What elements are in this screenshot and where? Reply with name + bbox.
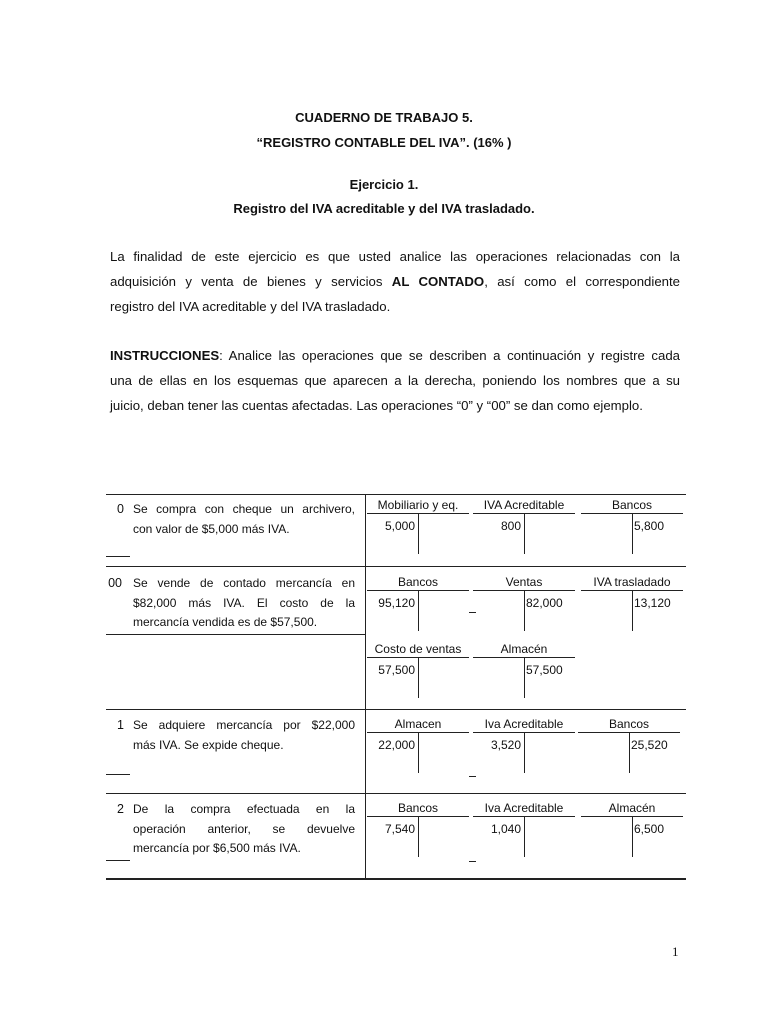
page-number: 1 — [672, 944, 679, 959]
account-name: Ventas — [505, 575, 543, 589]
table-column-divider — [365, 494, 366, 880]
answer-blank[interactable] — [469, 612, 476, 613]
account-name: Bancos — [397, 575, 439, 589]
row-rule — [106, 793, 686, 794]
t-account-stem — [632, 514, 633, 554]
account-name: Almacén — [500, 642, 548, 656]
t-account — [473, 641, 575, 677]
answer-blank[interactable] — [106, 774, 130, 775]
account-name: Mobiliario y eq. — [377, 498, 459, 512]
t-account — [581, 497, 683, 533]
debit-amount: 95,120 — [378, 596, 415, 610]
t-account — [367, 800, 469, 836]
debit-amount: 1,040 — [490, 822, 521, 836]
t-account-stem — [632, 817, 633, 857]
description-line: más IVA. Se expide cheque. — [133, 737, 284, 752]
t-account-stem — [418, 514, 419, 554]
instructions-line — [110, 343, 680, 368]
debit-amount: 800 — [500, 519, 521, 533]
t-account — [581, 800, 683, 836]
account-name: Bancos — [611, 498, 653, 512]
document-title: CUADERNO DE TRABAJO 5. — [295, 110, 473, 125]
description-line: De la compra efectuada en la — [133, 802, 355, 816]
row-rule — [106, 634, 366, 635]
description-line: mercancía vendida es de $57,500. — [133, 615, 318, 629]
debit-amount: 3,520 — [490, 738, 521, 752]
operation-description — [133, 574, 355, 633]
description-line: Se vende de contado mercancía en — [133, 576, 355, 590]
instructions-line: juicio, deban tener las cuentas afectadas. Las operaciones “0” y “00” se dan como ejemplo. — [110, 398, 643, 413]
t-account-stem — [524, 514, 525, 554]
t-account — [578, 716, 680, 752]
intro-bold-text: AL CONTADO — [391, 274, 485, 289]
answer-blank[interactable] — [106, 556, 130, 557]
account-name: IVA trasladado — [593, 575, 671, 589]
intro-text: adquisición y venta de bienes y servicios — [110, 274, 392, 289]
account-name: Almacen — [394, 717, 442, 731]
intro-line — [110, 269, 680, 294]
t-account — [367, 497, 469, 533]
operation-description — [133, 500, 355, 539]
operation-number: 1 — [117, 718, 124, 732]
description-line: $82,000 más IVA. El costo de la — [133, 595, 355, 610]
description-line: mercancía por $6,500 más IVA. — [133, 841, 301, 855]
intro-line: La finalidad de este ejercicio es que usted analice las operaciones relacionadas con la — [110, 249, 680, 264]
intro-line: registro del IVA acreditable y del IVA trasladado. — [110, 299, 391, 314]
description-line: con valor de $5,000 más IVA. — [133, 521, 290, 536]
t-account-stem — [418, 658, 419, 698]
account-name: IVA Acreditable — [483, 498, 565, 512]
description-line: operación anterior, se devuelve — [133, 821, 355, 836]
exercise-heading: Ejercicio 1. — [349, 177, 419, 192]
t-account-stem — [418, 733, 419, 773]
t-account-stem — [418, 591, 419, 631]
answer-blank[interactable] — [469, 776, 476, 777]
t-account — [473, 497, 575, 533]
debit-amount: 22,000 — [378, 738, 415, 752]
answer-blank[interactable] — [469, 861, 476, 862]
t-account — [473, 716, 575, 752]
operation-description — [133, 800, 355, 859]
account-name: Almacén — [608, 801, 656, 815]
table-bottom-rule — [106, 878, 686, 880]
description-line: Se adquiere mercancía por $22,000 — [133, 718, 355, 732]
debit-amount: 7,540 — [384, 822, 415, 836]
t-account-stem — [418, 817, 419, 857]
document-subtitle: “REGISTRO CONTABLE DEL IVA”. (16% ) — [256, 135, 512, 150]
t-account — [473, 574, 575, 610]
credit-amount: 6,500 — [634, 822, 665, 836]
t-account-stem — [632, 591, 633, 631]
credit-amount: 13,120 — [634, 596, 671, 610]
account-name: Costo de ventas — [374, 642, 462, 656]
account-name: Bancos — [608, 717, 650, 731]
credit-amount: 25,520 — [631, 738, 668, 752]
credit-amount: 5,800 — [634, 519, 665, 533]
account-name: Iva Acreditable — [484, 801, 564, 815]
instructions-label: INSTRUCCIONES — [110, 348, 220, 363]
credit-amount: 82,000 — [526, 596, 563, 610]
t-account — [473, 800, 575, 836]
t-account — [367, 641, 469, 677]
account-name: Iva Acreditable — [484, 717, 564, 731]
table-top-rule — [106, 494, 686, 495]
t-account — [367, 716, 469, 752]
row-rule — [106, 566, 686, 567]
t-account-stem — [629, 733, 630, 773]
credit-amount: 57,500 — [526, 663, 563, 677]
operation-number: 0 — [117, 502, 124, 516]
t-account-stem — [524, 733, 525, 773]
instructions-paragraph — [110, 343, 680, 418]
row-rule — [106, 709, 686, 710]
exercise-subheading: Registro del IVA acreditable y del IVA trasladado. — [233, 201, 535, 216]
t-account-stem — [524, 658, 525, 698]
instructions-line: una de ellas en los esquemas que aparecen a la derecha, poniendo los nombres que a su — [110, 373, 680, 388]
instructions-text: : Analice las operaciones que se describen a continuación y registre cada — [219, 348, 680, 363]
operation-description — [133, 716, 355, 755]
intro-paragraph — [110, 244, 680, 319]
debit-amount: 5,000 — [384, 519, 415, 533]
t-account-stem — [524, 817, 525, 857]
t-account-stem — [524, 591, 525, 631]
debit-amount: 57,500 — [378, 663, 415, 677]
intro-text: , así como el correspondiente — [484, 274, 680, 289]
description-line: Se compra con cheque un archivero, — [133, 502, 355, 516]
t-account — [367, 574, 469, 610]
operation-number: 2 — [117, 802, 124, 816]
answer-blank[interactable] — [106, 860, 130, 861]
operation-number: 00 — [108, 576, 122, 590]
account-name: Bancos — [397, 801, 439, 815]
t-account — [581, 574, 683, 610]
